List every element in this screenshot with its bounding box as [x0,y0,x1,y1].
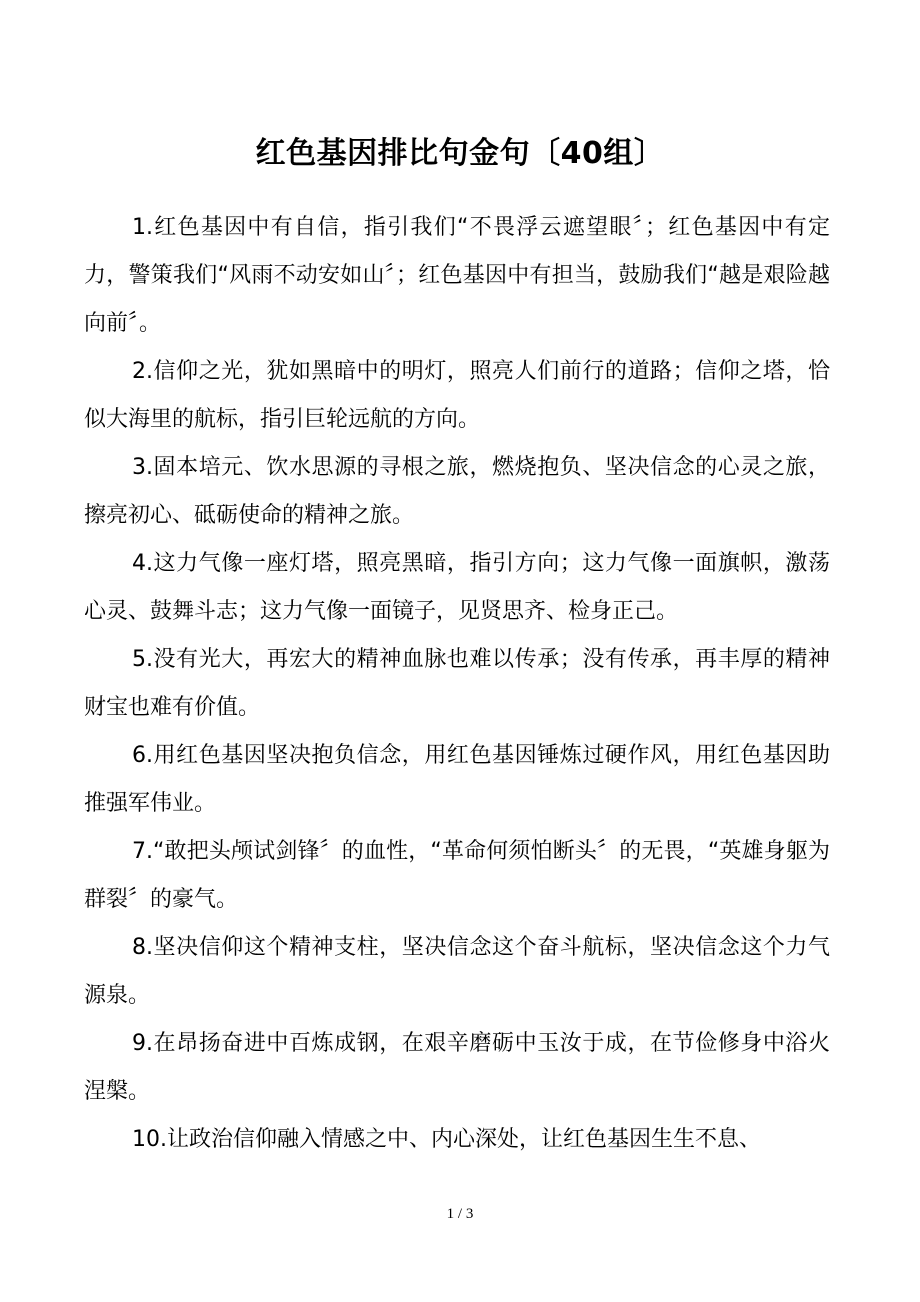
paragraph-4: 4.这力气像一座灯塔，照亮黑暗，指引方向；这力气像一面旗帜，激荡心灵、鼓舞斗志；这力气像一面镜子，见贤思齐、检身正己。 [84,551,830,624]
document-body [84,204,830,1164]
paragraph-7: 7.“敢把头颅试剑锋〞的血性，“革命何须怕断头〞的无畏，“英雄身躯为群裂〞的豪气。 [84,839,830,912]
paragraph-3: 3.固本培元、饮水思源的寻根之旅，燃烧抱负、坚决信念的心灵之旅，擦亮初心、砥砺使命的精神之旅。 [84,455,830,528]
paragraph-6: 6.用红色基因坚决抱负信念，用红色基因锤炼过硬作风，用红色基因助推强军伟业。 [84,743,830,816]
paragraph-2: 2.信仰之光，犹如黑暗中的明灯，照亮人们前行的道路；信仰之塔，恰似大海里的航标，指引巨轮远航的方向。 [84,359,830,432]
paragraph-8: 8.坚决信仰这个精神支柱，坚决信念这个奋斗航标，坚决信念这个力气源泉。 [84,935,830,1008]
page-number: 1 / 3 [446,1206,474,1222]
paragraph-9: 9.在昂扬奋进中百炼成钢，在艰辛磨砺中玉汝于成，在节俭修身中浴火涅槃。 [84,1031,830,1104]
document-title: 红色基因排比句金句〔40组〕 [255,136,665,171]
paragraph-10: 10.让政治信仰融入情感之中、内心深处，让红色基因生生不息、 [132,1127,761,1152]
paragraph-5: 5.没有光大，再宏大的精神血脉也难以传承；没有传承，再丰厚的精神财宝也难有价值。 [84,647,830,720]
paragraph-1: 1.红色基因中有自信，指引我们“不畏浮云遮望眼〞；红色基因中有定力，警策我们“风雨不动安如山〞；红色基因中有担当，鼓励我们“越是艰险越向前〞。 [84,215,830,336]
